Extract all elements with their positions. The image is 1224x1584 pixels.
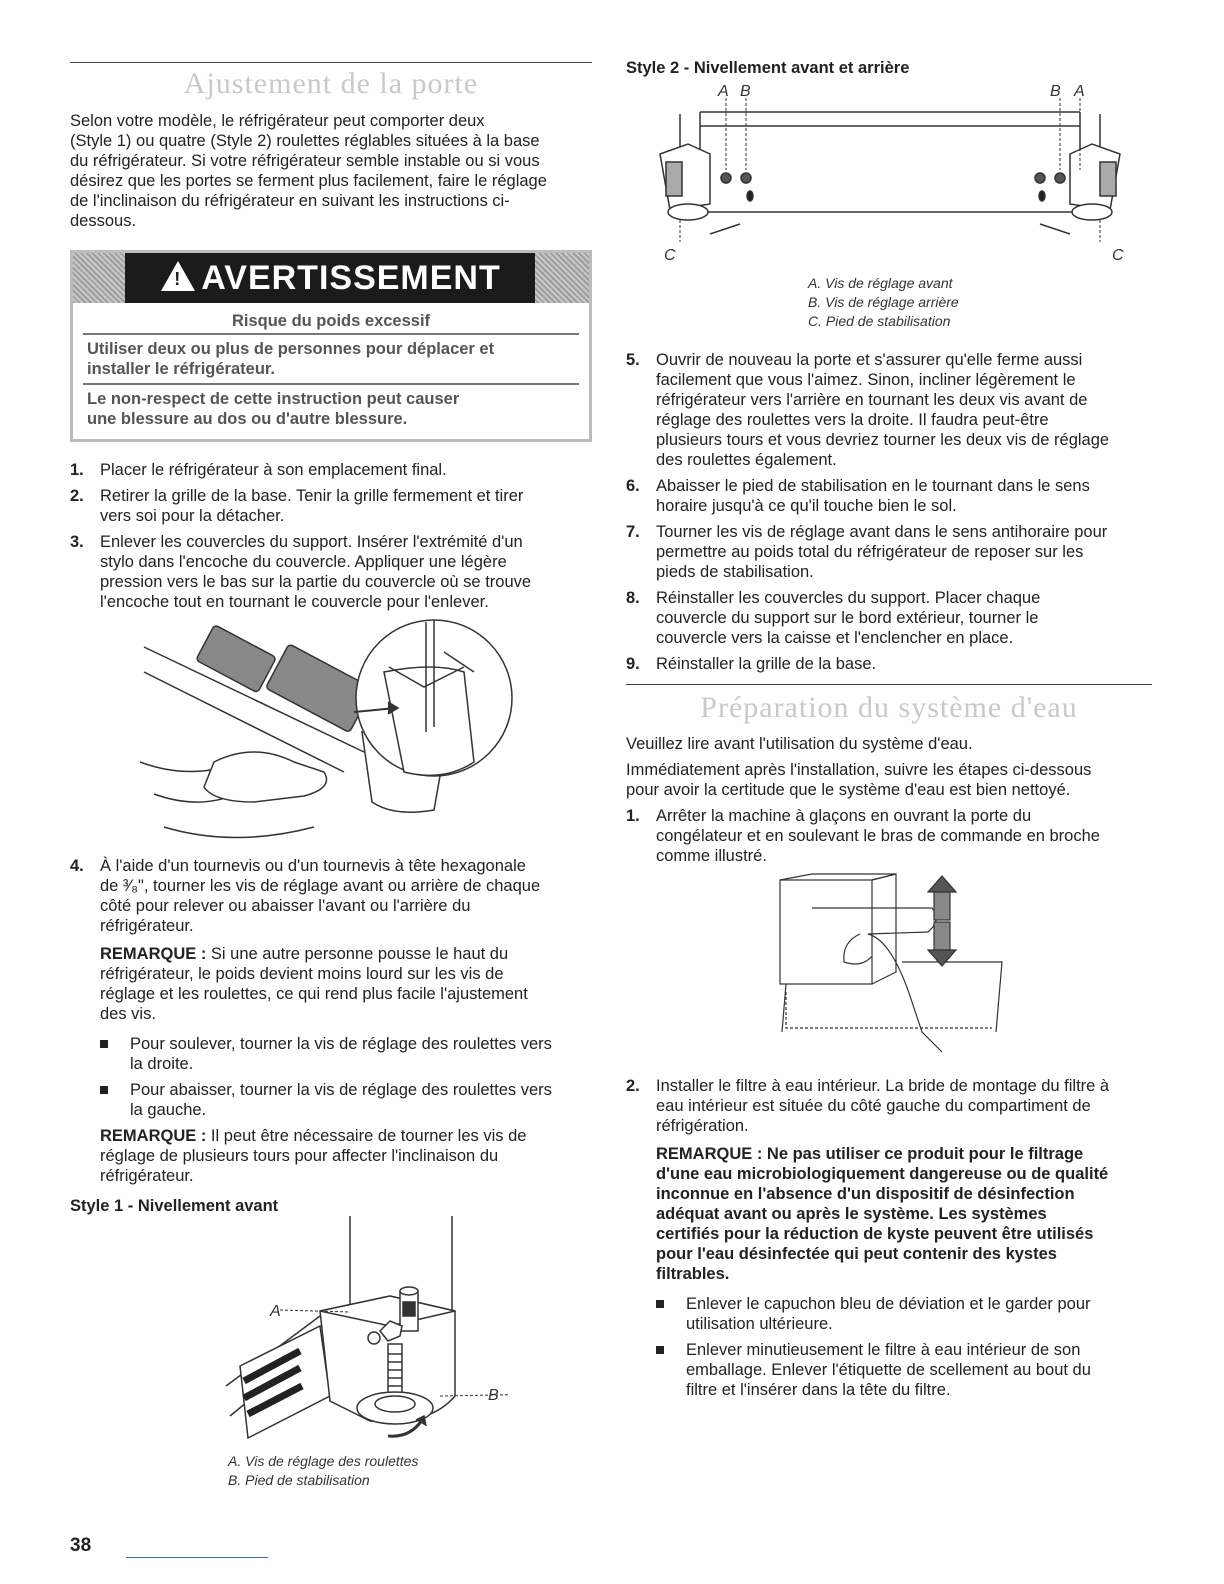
style2-label-c-right: C xyxy=(1112,247,1124,264)
warning-line: une blessure au dos ou d'autre blessure. xyxy=(87,410,408,428)
warning-line: installer le réfrigérateur. xyxy=(87,360,276,378)
step-8 xyxy=(626,588,1154,652)
bullet-line: Enlever minutieusement le filtre à eau intérieur de son xyxy=(686,1341,1081,1359)
step-line: Réinstaller les couvercles du support. Placer chaque xyxy=(656,589,1041,607)
style1-label-a: A xyxy=(270,1303,281,1320)
caption-line: A. Vis de réglage avant xyxy=(808,275,953,291)
note-line: réglage de plusieurs tours pour affecter l'inclinaison du xyxy=(100,1147,499,1165)
step-line: pression vers le bas sur la partie du couvercle où se trouve xyxy=(100,573,532,591)
step-line: comme illustré. xyxy=(656,847,767,865)
section-divider xyxy=(626,684,1152,685)
step-line: stylo dans l'encoche du couvercle. Appliquer une légère xyxy=(100,553,507,571)
note-line: filtrables. xyxy=(656,1265,730,1283)
bullet-line: emballage. Enlever l'étiquette de scellement au bout du xyxy=(686,1361,1091,1379)
style2-heading: Style 2 - Nivellement avant et arrière xyxy=(626,59,910,77)
bullet-line: la gauche. xyxy=(130,1101,207,1119)
intro-line: du réfrigérateur. Si votre réfrigérateur semble instable ou si vous xyxy=(70,152,540,170)
step-number: 4. xyxy=(70,857,84,875)
caption-line: A. Vis de réglage des roulettes xyxy=(228,1453,419,1469)
warning-header xyxy=(73,253,589,303)
warning-title-text: AVERTISSEMENT xyxy=(201,259,501,297)
step-line: vers soi pour la détacher. xyxy=(100,507,285,525)
note-1 xyxy=(100,944,592,1024)
step-1 xyxy=(70,460,592,482)
water-note xyxy=(656,1144,1154,1284)
style2-label-b-right: B xyxy=(1050,84,1061,100)
step-line: horaire jusqu'à ce qu'il touche bien le sol. xyxy=(656,497,957,515)
note-line: Il peut être nécessaire de tourner les vis de xyxy=(206,1127,527,1145)
bullet-line: la droite. xyxy=(130,1055,194,1073)
warning-box xyxy=(70,250,592,442)
intro-paragraph xyxy=(70,111,592,231)
step-number: 3. xyxy=(70,533,84,551)
water-paragraph xyxy=(626,760,1152,800)
step-line: réfrigérateur. xyxy=(100,917,194,935)
warning-instruction xyxy=(87,339,589,379)
bullet-line: filtre et l'insérer dans la tête du filtre. xyxy=(686,1381,951,1399)
step-line: l'encoche tout en tournant le couvercle pour l'enlever. xyxy=(100,593,489,611)
note-line: d'une eau microbiologiquement dangereuse ou de qualité xyxy=(656,1165,1109,1183)
note-line: réfrigérateur. xyxy=(100,1167,194,1185)
step-number: 7. xyxy=(626,523,640,541)
bullet-square-icon xyxy=(100,1040,108,1048)
step-line: des roulettes également. xyxy=(656,451,837,469)
bullet-item xyxy=(100,1034,592,1076)
step-line: réglage des roulettes vers la droite. Il faudra peut-être xyxy=(656,411,1049,429)
step-line: Installer le filtre à eau intérieur. La bride de montage du filtre à xyxy=(656,1077,1110,1095)
warning-line: Utiliser deux ou plus de personnes pour déplacer et xyxy=(87,340,495,358)
page-number: 38 xyxy=(70,1535,92,1556)
water-intro: Veuillez lire avant l'utilisation du système d'eau. xyxy=(626,735,973,753)
intro-line: désirez que les portes se ferment plus facilement, faire le réglage xyxy=(70,172,547,190)
step-number: 2. xyxy=(70,487,84,505)
ice-maker-illustration xyxy=(772,872,1012,1062)
style1-illustration xyxy=(190,1216,510,1448)
step-line: couvercle du support sur le bord extérieur, tourner le xyxy=(656,609,1039,627)
note-label: REMARQUE : xyxy=(100,1127,207,1145)
style1-captions xyxy=(228,1452,418,1490)
paragraph-line: Immédiatement après l'installation, suivre les étapes ci-dessous xyxy=(626,761,1092,779)
step-number: 5. xyxy=(626,351,640,369)
step-2 xyxy=(70,486,592,530)
step-6 xyxy=(626,476,1154,520)
style2-captions xyxy=(808,274,959,331)
step-line: Abaisser le pied de stabilisation en le tournant dans le sens xyxy=(656,477,1090,495)
step-line: congélateur et en soulevant le bras de commande en broche xyxy=(656,827,1100,845)
note-line: des vis. xyxy=(100,1005,156,1023)
section-title-door-adjustment: Ajustement de la porte xyxy=(183,67,479,100)
note-line: Si une autre personne pousse le haut du xyxy=(206,945,509,963)
step-9 xyxy=(626,654,1154,676)
step-5 xyxy=(626,350,1154,474)
note-line: pour l'eau désinfectée qui peut contenir des kystes xyxy=(656,1245,1057,1263)
warning-hazard: Risque du poids excessif xyxy=(231,312,431,330)
note-line: certifiés pour la réduction de kyste peuvent être utilisés xyxy=(656,1225,1094,1243)
style1-label-b: B xyxy=(488,1387,499,1404)
section-divider xyxy=(70,62,592,63)
step-number: 2. xyxy=(626,1077,640,1095)
intro-line: dessous. xyxy=(70,212,137,230)
bullet-line: utilisation ultérieure. xyxy=(686,1315,833,1333)
note-line: REMARQUE : Ne pas utiliser ce produit pour le filtrage xyxy=(656,1145,1084,1163)
step-number: 6. xyxy=(626,477,640,495)
step-line: Ouvrir de nouveau la porte et s'assurer qu'elle ferme aussi xyxy=(656,351,1083,369)
step-line: pieds de stabilisation. xyxy=(656,563,814,581)
step-line: Enlever les couvercles du support. Insérer l'extrémité d'un xyxy=(100,533,523,551)
step-7 xyxy=(626,522,1154,586)
warning-triangle-icon: ! xyxy=(161,261,195,291)
caption-line: C. Pied de stabilisation xyxy=(808,313,951,329)
note-line: adéquat avant ou après le système. Les systèmes xyxy=(656,1205,1047,1223)
step-number: 1. xyxy=(626,807,640,825)
note-2 xyxy=(100,1126,592,1186)
step-line: Placer le réfrigérateur à son emplacement final. xyxy=(100,461,447,479)
water-step-1 xyxy=(626,806,1154,870)
step-number: 8. xyxy=(626,589,640,607)
caption-line: B. Vis de réglage arrière xyxy=(808,294,959,310)
style1-heading: Style 1 - Nivellement avant xyxy=(70,1197,279,1215)
bullet-item xyxy=(100,1080,592,1122)
step-line: de ³⁄₈", tourner les vis de réglage avant ou arrière de chaque xyxy=(100,877,541,895)
step-line: Réinstaller la grille de la base. xyxy=(656,655,877,673)
style2-label-c-left: C xyxy=(664,247,676,264)
warning-consequence xyxy=(87,389,589,429)
bullet-square-icon xyxy=(656,1346,664,1354)
warning-line: Le non-respect de cette instruction peut causer xyxy=(87,390,460,408)
step-line: facilement que vous l'aimez. Sinon, incliner légèrement le xyxy=(656,371,1076,389)
warning-title xyxy=(73,257,589,299)
paragraph-line: pour avoir la certitude que le système d'eau est bien nettoyé. xyxy=(626,781,1071,799)
step-line: eau intérieur est située du côté gauche du compartiment de xyxy=(656,1097,1091,1115)
style2-label-a-right: A xyxy=(1074,84,1085,100)
note-line: réglage et les roulettes, ce qui rend plus facile l'ajustement xyxy=(100,985,528,1003)
warning-divider xyxy=(83,383,579,385)
step-4 xyxy=(70,856,592,940)
step-number: 1. xyxy=(70,461,84,479)
step-3 xyxy=(70,532,592,616)
style2-label-b-left: B xyxy=(740,84,751,100)
step-line: Arrêter la machine à glaçons en ouvrant la porte du xyxy=(656,807,1032,825)
note-label: REMARQUE : xyxy=(100,945,207,963)
footer-rule xyxy=(126,1557,268,1558)
intro-line: (Style 1) ou quatre (Style 2) roulettes réglables situées à la base xyxy=(70,132,540,150)
step-line: plusieurs tours et vous devriez tourner les deux vis de réglage xyxy=(656,431,1110,449)
section-title-water-system: Préparation du système d'eau xyxy=(700,691,1078,724)
step-line: réfrigérateur vers l'arrière en tournant les deux vis avant de xyxy=(656,391,1088,409)
style2-label-a-left: A xyxy=(718,84,729,100)
step-line: À l'aide d'un tournevis ou d'un tournevis à tête hexagonale xyxy=(100,857,526,875)
caption-line: B. Pied de stabilisation xyxy=(228,1472,370,1488)
bullet-item xyxy=(656,1340,1154,1402)
bullet-square-icon xyxy=(100,1086,108,1094)
step-number: 9. xyxy=(626,655,640,673)
bullet-line: Pour soulever, tourner la vis de réglage des roulettes vers xyxy=(130,1035,552,1053)
base-grille-illustration xyxy=(134,612,514,848)
note-line: inconnue en l'absence d'un dispositif de désinfection xyxy=(656,1185,1075,1203)
water-step-2 xyxy=(626,1076,1154,1140)
warning-divider xyxy=(83,333,579,335)
step-line: permettre au poids total du réfrigérateur de reposer sur les xyxy=(656,543,1084,561)
bullet-square-icon xyxy=(656,1300,664,1308)
style2-illustration xyxy=(640,84,1140,264)
intro-line: de l'inclinaison du réfrigérateur en suivant les instructions ci- xyxy=(70,192,510,210)
step-line: réfrigération. xyxy=(656,1117,749,1135)
bullet-line: Enlever le capuchon bleu de déviation et le garder pour xyxy=(686,1295,1091,1313)
bullet-line: Pour abaisser, tourner la vis de réglage des roulettes vers xyxy=(130,1081,552,1099)
step-line: côté pour relever ou abaisser l'avant ou l'arrière du xyxy=(100,897,471,915)
bullet-item xyxy=(656,1294,1154,1336)
step-line: Tourner les vis de réglage avant dans le sens antihoraire pour xyxy=(656,523,1108,541)
step-line: couvercle vers la caisse et l'enclencher en place. xyxy=(656,629,1014,647)
step-line: Retirer la grille de la base. Tenir la grille fermement et tirer xyxy=(100,487,524,505)
intro-line: Selon votre modèle, le réfrigérateur peut comporter deux xyxy=(70,112,485,130)
note-line: réfrigérateur, le poids devient moins lourd sur les vis de xyxy=(100,965,504,983)
